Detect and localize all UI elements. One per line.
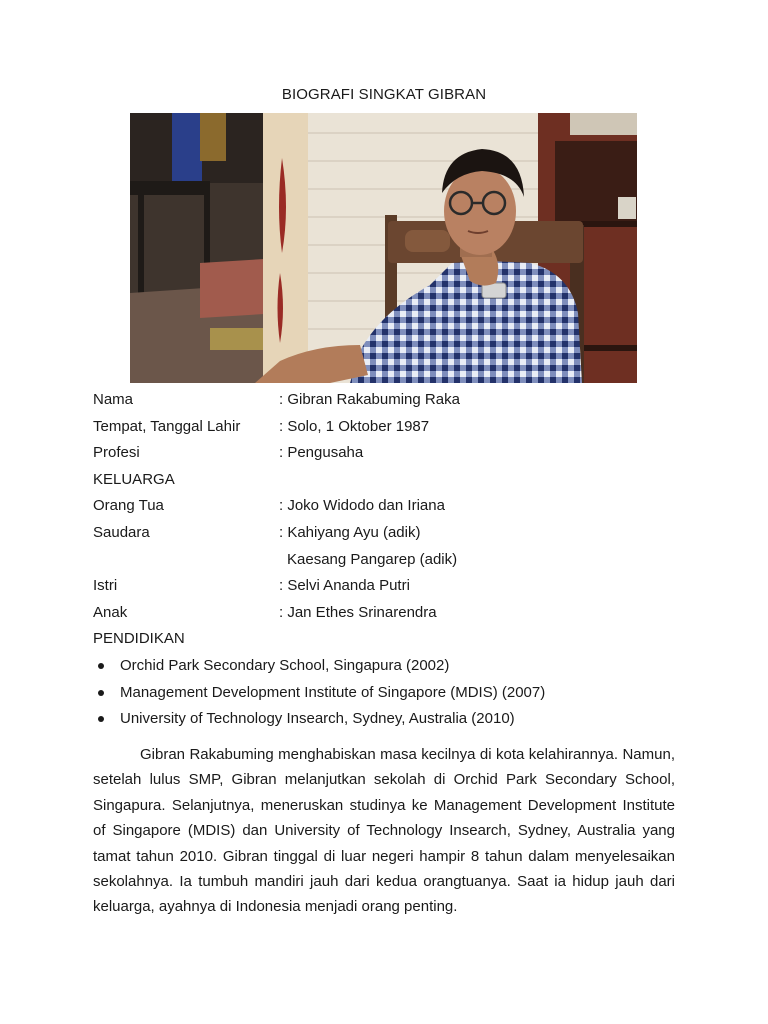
detail-label: Profesi (93, 444, 140, 462)
detail-row-birth (93, 417, 693, 444)
education-entry: Orchid Park Secondary School, Singapura (2002) (120, 657, 450, 674)
detail-label: Istri (93, 577, 118, 595)
list-item (93, 683, 545, 710)
detail-row-parents (93, 496, 693, 523)
detail-label: Nama (93, 391, 134, 408)
detail-label: Anak (93, 603, 128, 621)
detail-row-name (93, 390, 693, 417)
detail-value: : Gibran Rakabuming Raka (279, 391, 460, 408)
portrait-photo (130, 113, 637, 383)
detail-value: : Kahiyang Ayu (adik) (279, 523, 421, 541)
bullet-icon (98, 716, 104, 722)
bullet-icon (98, 663, 104, 669)
detail-value: : Pengusaha (279, 444, 364, 462)
education-entry: University of Technology Insearch, Sydney, Australia (2010) (120, 710, 515, 728)
education-list (93, 656, 545, 736)
detail-value: Kaesang Pangarep (adik) (287, 550, 458, 568)
education-entry: Management Development Institute of Singapore (MDIS) (2007) (120, 683, 546, 701)
document-title: BIOGRAFI SINGKAT GIBRAN (281, 86, 487, 103)
education-heading: PENDIDIKAN (93, 630, 185, 648)
detail-row-siblings-continued (93, 550, 693, 577)
portrait-illustration (130, 113, 637, 383)
detail-label (93, 550, 279, 577)
detail-label: Orang Tua (93, 497, 164, 515)
detail-row-spouse (93, 576, 693, 603)
bullet-icon (98, 690, 104, 696)
detail-row-child (93, 603, 693, 630)
detail-value: : Selvi Ananda Putri (279, 577, 410, 595)
detail-value: : Solo, 1 Oktober 1987 (279, 417, 430, 435)
family-heading: KELUARGA (93, 470, 175, 488)
detail-row-siblings (93, 523, 693, 550)
detail-label: Saudara (93, 523, 150, 541)
biography-details (93, 390, 693, 656)
list-item (93, 709, 545, 736)
detail-label: Tempat, Tanggal Lahir (93, 417, 241, 435)
biography-paragraph: Gibran Rakabuming menghabiskan masa kecilnya di kota kelahirannya. Namun, setelah lulus SMP, Gibran melanjutkan sekolah di Orchid Park Secondary School, Singapura. Selanjutnya, meneruskan studinya ke Management Development Institute of Singapore (MDIS) dan University of Technology Insearch, Sydney, Australia yang tamat tahun 2010. Gibran tinggal di luar negeri hampir 8 tahun dalam menyelesaikan sekolahnya. Ia tumbuh mandiri jauh dari kedua orangtuanya. Saat ia hidup jauh dari keluarga, ayahnya di Indonesia menjadi orang penting. (93, 746, 675, 916)
detail-row-profession (93, 443, 693, 470)
detail-value: : Joko Widodo dan Iriana (279, 497, 445, 515)
list-item (93, 656, 545, 683)
detail-value: : Jan Ethes Srinarendra (279, 603, 437, 621)
